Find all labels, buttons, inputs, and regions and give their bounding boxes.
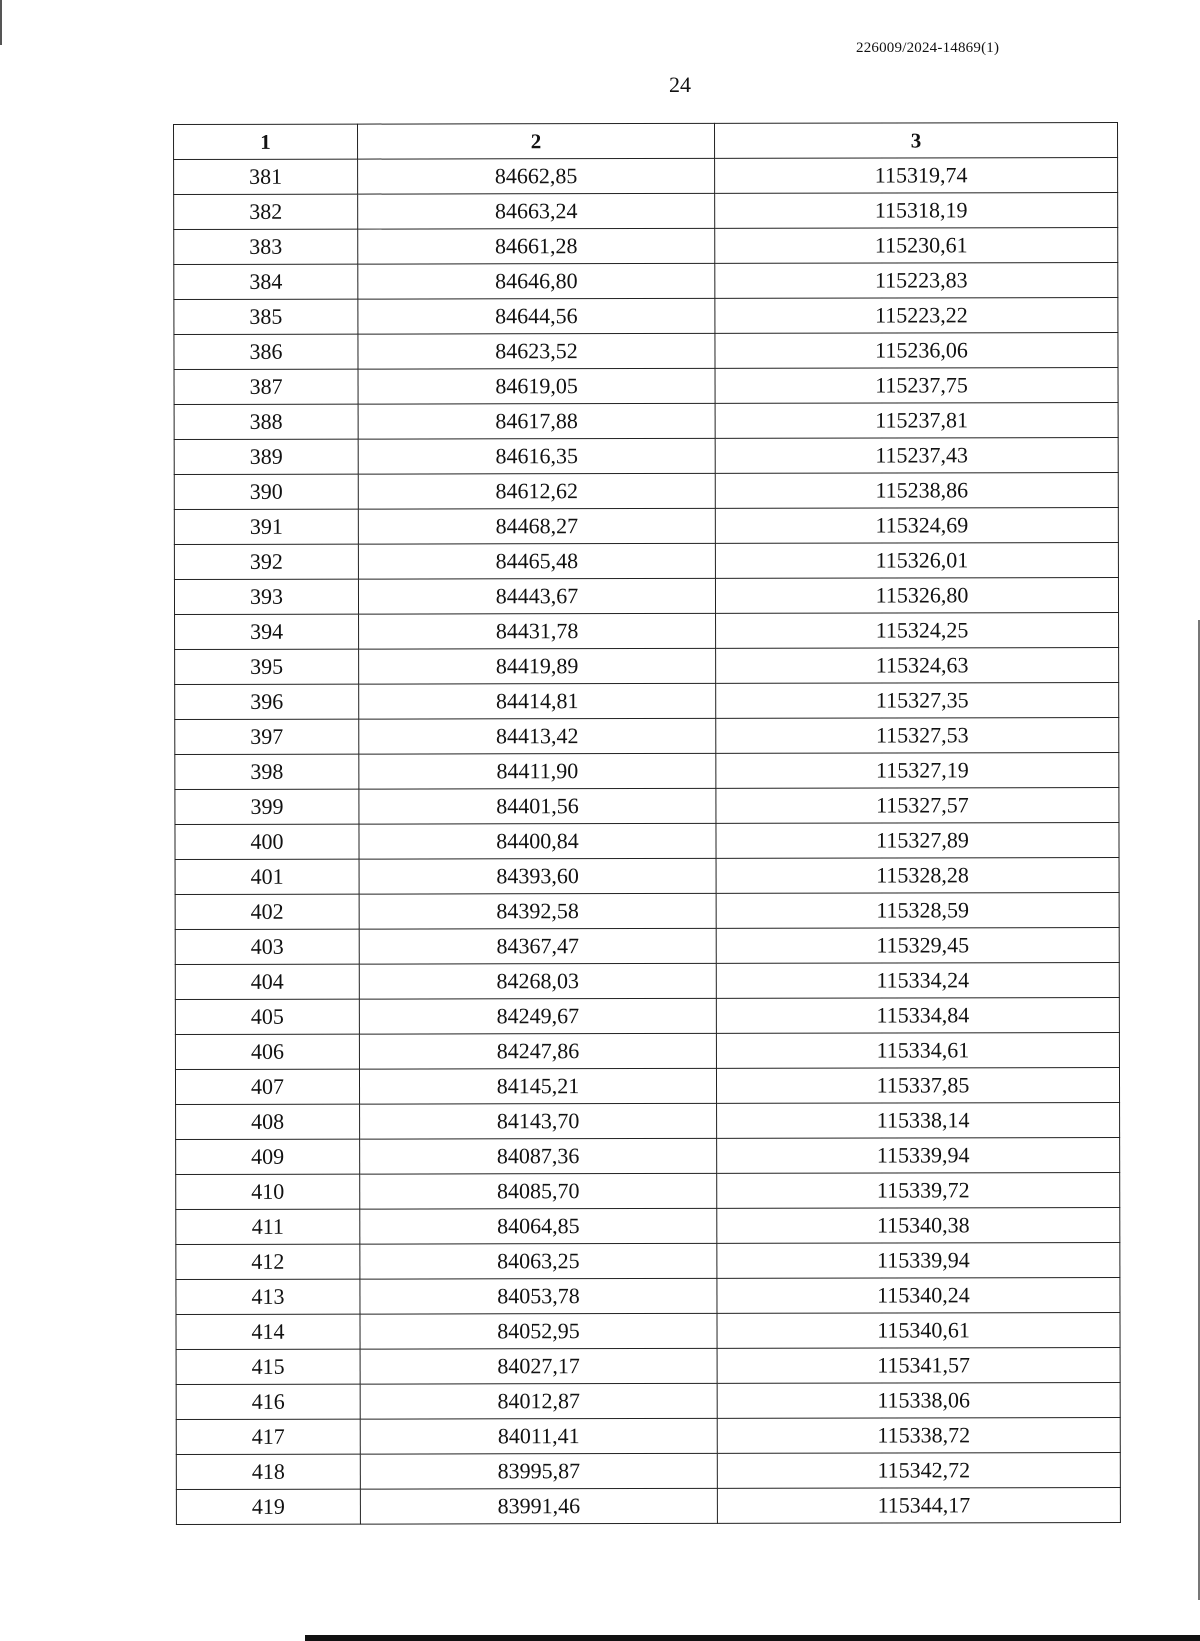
coordinate-x-cell: 84443,67 bbox=[358, 578, 715, 614]
table-row bbox=[175, 893, 1119, 930]
coordinate-x-cell: 84617,88 bbox=[358, 403, 715, 439]
point-number-cell: 403 bbox=[175, 929, 359, 964]
point-number-cell: 382 bbox=[174, 194, 358, 229]
point-number-cell: 409 bbox=[176, 1139, 360, 1174]
coordinate-y-cell: 115237,75 bbox=[715, 368, 1118, 404]
coordinate-y-cell: 115324,25 bbox=[716, 613, 1119, 649]
point-number-cell: 384 bbox=[174, 264, 358, 299]
coordinate-x-cell: 84053,78 bbox=[360, 1278, 717, 1314]
table-row bbox=[176, 1313, 1120, 1350]
point-number-cell: 413 bbox=[176, 1279, 360, 1314]
coordinate-x-cell: 83991,46 bbox=[360, 1488, 717, 1524]
column-header-2: 2 bbox=[358, 123, 715, 159]
table-row bbox=[174, 543, 1118, 580]
table-row bbox=[174, 158, 1118, 195]
point-number-cell: 393 bbox=[174, 579, 358, 614]
coordinate-x-cell: 83995,87 bbox=[360, 1453, 717, 1489]
coordinate-y-cell: 115342,72 bbox=[717, 1453, 1120, 1489]
point-number-cell: 383 bbox=[174, 229, 358, 264]
table-row bbox=[176, 1383, 1120, 1420]
coordinate-y-cell: 115337,85 bbox=[716, 1068, 1119, 1104]
coordinate-x-cell: 84087,36 bbox=[360, 1138, 717, 1174]
scan-left-edge-mark bbox=[0, 0, 2, 45]
table-body bbox=[174, 158, 1121, 1525]
coordinate-y-cell: 115326,01 bbox=[715, 543, 1118, 579]
point-number-cell: 390 bbox=[174, 474, 358, 509]
coordinate-x-cell: 84646,80 bbox=[358, 263, 715, 299]
coordinate-y-cell: 115238,86 bbox=[715, 473, 1118, 509]
table-row bbox=[174, 228, 1118, 265]
page-number: 24 bbox=[669, 72, 691, 97]
point-number-cell: 414 bbox=[176, 1314, 360, 1349]
point-number-cell: 402 bbox=[175, 894, 359, 929]
coordinate-x-cell: 84401,56 bbox=[359, 788, 716, 824]
coordinate-y-cell: 115328,59 bbox=[716, 893, 1119, 929]
point-number-cell: 404 bbox=[175, 964, 359, 999]
coordinate-x-cell: 84431,78 bbox=[359, 613, 716, 649]
table-row bbox=[174, 263, 1118, 300]
coordinate-x-cell: 84143,70 bbox=[360, 1103, 717, 1139]
point-number-cell: 412 bbox=[176, 1244, 360, 1279]
coordinate-y-cell: 115338,72 bbox=[717, 1418, 1120, 1454]
table-row bbox=[176, 1243, 1120, 1280]
coordinate-y-cell: 115338,14 bbox=[717, 1103, 1120, 1139]
table-row bbox=[176, 1103, 1120, 1140]
coordinate-x-cell: 84145,21 bbox=[359, 1068, 716, 1104]
point-number-cell: 415 bbox=[176, 1349, 360, 1384]
table-row bbox=[174, 508, 1118, 545]
coordinate-x-cell: 84663,24 bbox=[358, 193, 715, 229]
coordinate-y-cell: 115230,61 bbox=[715, 228, 1118, 264]
coordinate-y-cell: 115324,63 bbox=[716, 648, 1119, 684]
coordinate-x-cell: 84085,70 bbox=[360, 1173, 717, 1209]
point-number-cell: 398 bbox=[175, 754, 359, 789]
table-row bbox=[174, 193, 1118, 230]
point-number-cell: 406 bbox=[175, 1034, 359, 1069]
coordinate-y-cell: 115327,19 bbox=[716, 753, 1119, 789]
column-header-3: 3 bbox=[714, 123, 1117, 159]
coordinate-y-cell: 115341,57 bbox=[717, 1348, 1120, 1384]
coordinate-y-cell: 115327,35 bbox=[716, 683, 1119, 719]
coordinate-y-cell: 115237,81 bbox=[715, 403, 1118, 439]
coordinate-y-cell: 115326,80 bbox=[715, 578, 1118, 614]
point-number-cell: 408 bbox=[176, 1104, 360, 1139]
point-number-cell: 410 bbox=[176, 1174, 360, 1209]
coordinate-y-cell: 115340,38 bbox=[717, 1208, 1120, 1244]
coordinate-x-cell: 84623,52 bbox=[358, 333, 715, 369]
table-row bbox=[174, 438, 1118, 475]
table-header-row bbox=[174, 123, 1118, 160]
coordinate-y-cell: 115338,06 bbox=[717, 1383, 1120, 1419]
coordinate-y-cell: 115334,24 bbox=[716, 963, 1119, 999]
coordinate-x-cell: 84012,87 bbox=[360, 1383, 717, 1419]
point-number-cell: 419 bbox=[176, 1489, 360, 1524]
coordinate-y-cell: 115344,17 bbox=[717, 1488, 1120, 1524]
coordinate-y-cell: 115236,06 bbox=[715, 333, 1118, 369]
coordinate-x-cell: 84400,84 bbox=[359, 823, 716, 859]
point-number-cell: 400 bbox=[175, 824, 359, 859]
table-row bbox=[174, 403, 1118, 440]
point-number-cell: 416 bbox=[176, 1384, 360, 1419]
point-number-cell: 385 bbox=[174, 299, 358, 334]
coordinate-y-cell: 115223,83 bbox=[715, 263, 1118, 299]
table-row bbox=[175, 718, 1119, 755]
table-row bbox=[174, 298, 1118, 335]
coordinate-y-cell: 115339,72 bbox=[717, 1173, 1120, 1209]
coordinate-x-cell: 84414,81 bbox=[359, 683, 716, 719]
table-row bbox=[175, 928, 1119, 965]
coordinate-x-cell: 84367,47 bbox=[359, 928, 716, 964]
point-number-cell: 397 bbox=[175, 719, 359, 754]
point-number-cell: 389 bbox=[174, 439, 358, 474]
coordinate-x-cell: 84465,48 bbox=[358, 543, 715, 579]
coordinate-y-cell: 115319,74 bbox=[715, 158, 1118, 194]
table-row bbox=[176, 1173, 1120, 1210]
coordinate-x-cell: 84419,89 bbox=[359, 648, 716, 684]
table-row bbox=[176, 1348, 1120, 1385]
point-number-cell: 395 bbox=[175, 649, 359, 684]
table-row bbox=[176, 1278, 1120, 1315]
coordinate-y-cell: 115327,57 bbox=[716, 788, 1119, 824]
table-row bbox=[175, 683, 1119, 720]
coordinate-x-cell: 84644,56 bbox=[358, 298, 715, 334]
coordinate-x-cell: 84011,41 bbox=[360, 1418, 717, 1454]
table-row bbox=[175, 1068, 1119, 1105]
table-row bbox=[174, 578, 1118, 615]
table-row bbox=[175, 963, 1119, 1000]
coordinate-x-cell: 84662,85 bbox=[358, 158, 715, 194]
table-row bbox=[174, 473, 1118, 510]
coordinate-x-cell: 84247,86 bbox=[359, 1033, 716, 1069]
coordinate-x-cell: 84027,17 bbox=[360, 1348, 717, 1384]
table-row bbox=[176, 1488, 1120, 1525]
coordinate-x-cell: 84619,05 bbox=[358, 368, 715, 404]
coordinate-y-cell: 115340,61 bbox=[717, 1313, 1120, 1349]
coordinate-x-cell: 84064,85 bbox=[360, 1208, 717, 1244]
table-row bbox=[175, 858, 1119, 895]
coordinate-x-cell: 84661,28 bbox=[358, 228, 715, 264]
coordinate-y-cell: 115339,94 bbox=[717, 1243, 1120, 1279]
point-number-cell: 411 bbox=[176, 1209, 360, 1244]
coordinate-y-cell: 115328,28 bbox=[716, 858, 1119, 894]
coordinate-y-cell: 115339,94 bbox=[717, 1138, 1120, 1174]
point-number-cell: 392 bbox=[174, 544, 358, 579]
coordinate-y-cell: 115327,53 bbox=[716, 718, 1119, 754]
point-number-cell: 401 bbox=[175, 859, 359, 894]
table-row bbox=[174, 333, 1118, 370]
coordinate-x-cell: 84411,90 bbox=[359, 753, 716, 789]
coordinate-x-cell: 84616,35 bbox=[358, 438, 715, 474]
table-row bbox=[176, 1138, 1120, 1175]
coordinates-table bbox=[173, 122, 1121, 1525]
table-row bbox=[175, 998, 1119, 1035]
coordinate-x-cell: 84249,67 bbox=[359, 998, 716, 1034]
table-row bbox=[175, 788, 1119, 825]
table-row bbox=[176, 1453, 1120, 1490]
column-header-1: 1 bbox=[174, 124, 358, 159]
coordinate-x-cell: 84392,58 bbox=[359, 893, 716, 929]
table-row bbox=[175, 1033, 1119, 1070]
coordinate-y-cell: 115334,84 bbox=[716, 998, 1119, 1034]
point-number-cell: 381 bbox=[174, 159, 358, 194]
coordinate-y-cell: 115318,19 bbox=[715, 193, 1118, 229]
point-number-cell: 394 bbox=[175, 614, 359, 649]
table-row bbox=[175, 753, 1119, 790]
scan-bottom-edge-bar bbox=[305, 1635, 1200, 1641]
point-number-cell: 399 bbox=[175, 789, 359, 824]
table-row bbox=[176, 1418, 1120, 1455]
point-number-cell: 396 bbox=[175, 684, 359, 719]
coordinate-y-cell: 115324,69 bbox=[715, 508, 1118, 544]
coordinate-x-cell: 84612,62 bbox=[358, 473, 715, 509]
table-row bbox=[175, 823, 1119, 860]
point-number-cell: 386 bbox=[174, 334, 358, 369]
coordinate-x-cell: 84063,25 bbox=[360, 1243, 717, 1279]
coordinate-y-cell: 115340,24 bbox=[717, 1278, 1120, 1314]
point-number-cell: 417 bbox=[176, 1419, 360, 1454]
coordinate-x-cell: 84468,27 bbox=[358, 508, 715, 544]
table-row bbox=[175, 613, 1119, 650]
table-row bbox=[175, 648, 1119, 685]
coordinate-y-cell: 115237,43 bbox=[715, 438, 1118, 474]
point-number-cell: 418 bbox=[176, 1454, 360, 1489]
coordinate-y-cell: 115334,61 bbox=[716, 1033, 1119, 1069]
coordinate-x-cell: 84413,42 bbox=[359, 718, 716, 754]
point-number-cell: 391 bbox=[174, 509, 358, 544]
coordinates-table-container bbox=[173, 122, 1120, 1525]
table-row bbox=[174, 368, 1118, 405]
point-number-cell: 405 bbox=[175, 999, 359, 1034]
point-number-cell: 387 bbox=[174, 369, 358, 404]
coordinate-y-cell: 115327,89 bbox=[716, 823, 1119, 859]
coordinate-y-cell: 115223,22 bbox=[715, 298, 1118, 334]
coordinate-x-cell: 84052,95 bbox=[360, 1313, 717, 1349]
point-number-cell: 407 bbox=[175, 1069, 359, 1104]
coordinate-x-cell: 84393,60 bbox=[359, 858, 716, 894]
coordinate-y-cell: 115329,45 bbox=[716, 928, 1119, 964]
table-row bbox=[176, 1208, 1120, 1245]
document-reference-number: 226009/2024-14869(1) bbox=[856, 40, 1000, 56]
point-number-cell: 388 bbox=[174, 404, 358, 439]
coordinate-x-cell: 84268,03 bbox=[359, 963, 716, 999]
